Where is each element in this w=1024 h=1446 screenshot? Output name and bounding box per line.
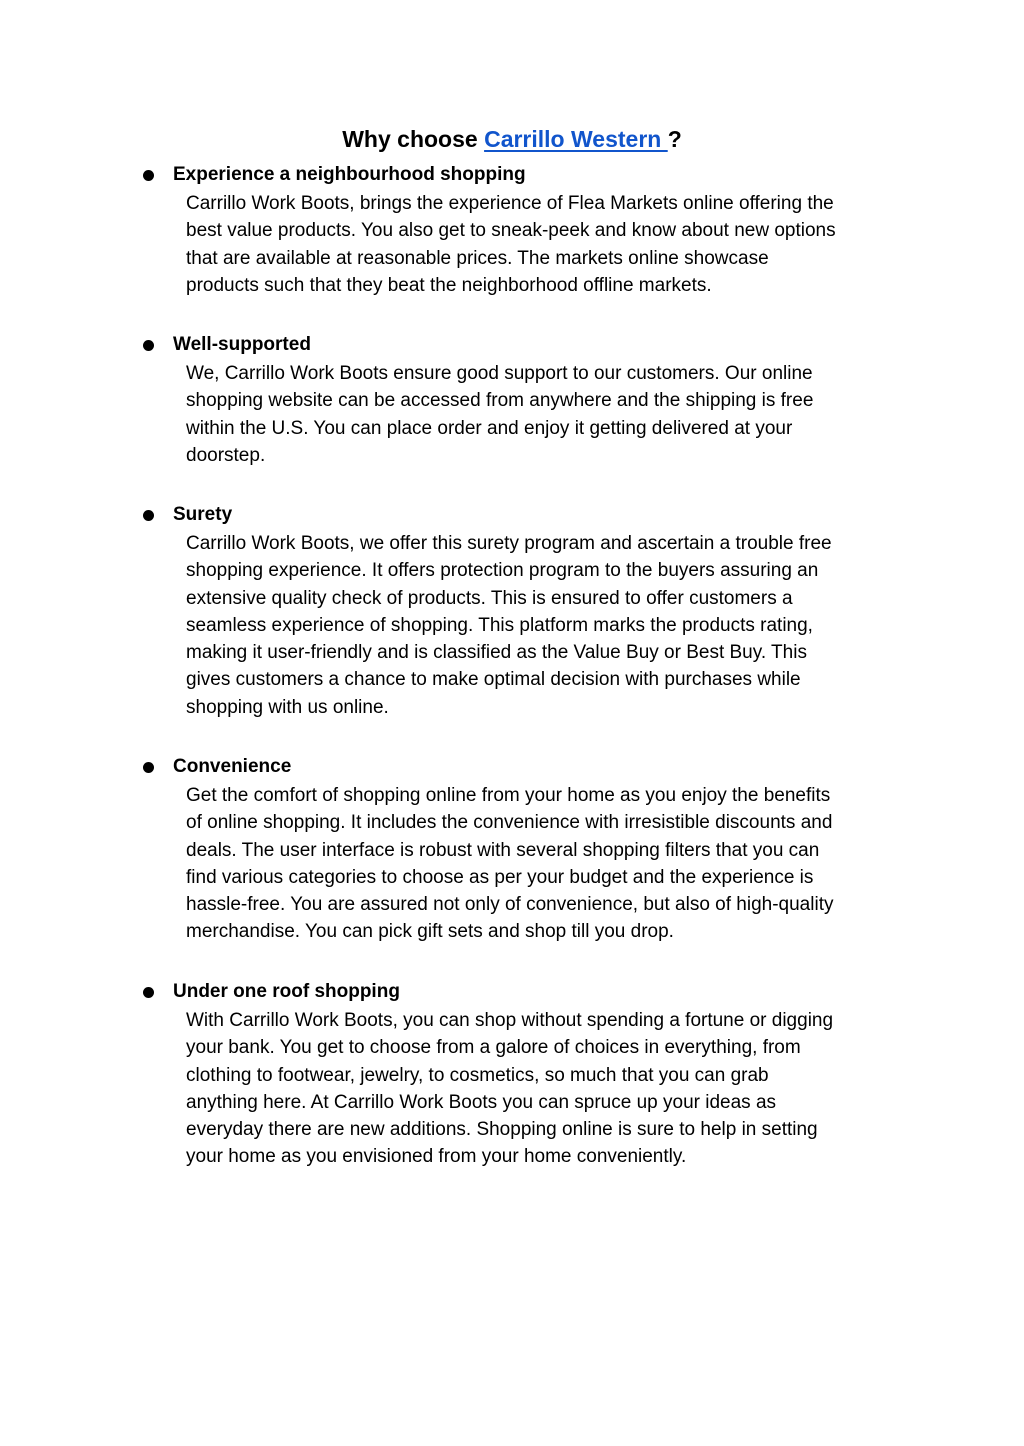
- section-heading: Experience a neighbourhood shopping: [173, 164, 526, 185]
- body-line: everyday there are new additions. Shopping online is sure to help in setting: [186, 1119, 818, 1141]
- body-line: shopping experience. It offers protection program to the buyers assuring an: [186, 560, 819, 582]
- body-line: find various categories to choose as per your budget and the experience is: [186, 866, 814, 888]
- section-heading: Well-supported: [173, 334, 311, 355]
- body-line: Get the comfort of shopping online from your home as you enjoy the benefits: [186, 785, 831, 806]
- section-heading: Convenience: [173, 756, 292, 777]
- body-line: merchandise. You can pick gift sets and shop till you drop.: [186, 921, 674, 943]
- bullet-icon: [143, 340, 154, 351]
- title-prefix: Why choose: [342, 126, 485, 152]
- section-body: [186, 782, 833, 946]
- page-title: [0, 122, 1024, 156]
- body-line: With Carrillo Work Boots, you can shop without spending a fortune or digging: [186, 1010, 834, 1031]
- body-line: seamless experience of shopping. This platform marks the products rating,: [186, 614, 813, 636]
- body-line: products such that they beat the neighborhood offline markets.: [186, 274, 712, 296]
- body-line: your bank. You get to choose from a galore of choices in everything, from: [186, 1037, 801, 1059]
- body-line: extensive quality check of products. This is ensured to offer customers a: [186, 587, 793, 609]
- bullet-icon: [143, 170, 154, 181]
- title-suffix: ?: [667, 126, 682, 152]
- body-line: clothing to footwear, jewelry, to cosmetics, so much that you can grab: [186, 1064, 769, 1086]
- body-line: shopping website can be accessed from anywhere and the shipping is free: [186, 390, 814, 412]
- bullet-icon: [143, 510, 154, 521]
- section-body: [186, 1007, 833, 1171]
- section-heading: Surety: [173, 504, 233, 525]
- bullet-icon: [143, 762, 154, 773]
- body-line: making it user-friendly and is classified as the Value Buy or Best Buy. This: [186, 642, 807, 664]
- body-line: shopping with us online.: [186, 696, 389, 718]
- bullet-icon: [143, 987, 154, 998]
- body-line: Carrillo Work Boots, we offer this surety program and ascertain a trouble free: [186, 533, 832, 554]
- body-line: Carrillo Work Boots, brings the experience of Flea Markets online offering the: [186, 193, 834, 214]
- body-line: within the U.S. You can place order and enjoy it getting delivered at your: [186, 417, 793, 439]
- section-heading: Under one roof shopping: [173, 981, 400, 1002]
- body-line: We, Carrillo Work Boots ensure good support to our customers. Our online: [186, 363, 813, 384]
- section-body: [186, 190, 836, 299]
- carrillo-western-link[interactable]: Carrillo Western: [484, 126, 668, 152]
- body-line: of online shopping. It includes the convenience with irresistible discounts and: [186, 812, 833, 834]
- body-line: deals. The user interface is robust with several shopping filters that you can: [186, 839, 820, 861]
- body-line: hassle-free. You are assured not only of convenience, but also of high-quality: [186, 894, 834, 916]
- body-line: best value products. You also get to sneak-peek and know about new options: [186, 220, 836, 242]
- section-body: [186, 530, 832, 721]
- body-line: your home as you envisioned from your home conveniently.: [186, 1146, 687, 1168]
- body-line: anything here. At Carrillo Work Boots you can spruce up your ideas as: [186, 1091, 777, 1113]
- body-line: that are available at reasonable prices. The markets online showcase: [186, 247, 769, 269]
- section-body: [186, 360, 813, 469]
- body-line: gives customers a chance to make optimal decision with purchases while: [186, 669, 801, 691]
- body-line: doorstep.: [186, 444, 266, 466]
